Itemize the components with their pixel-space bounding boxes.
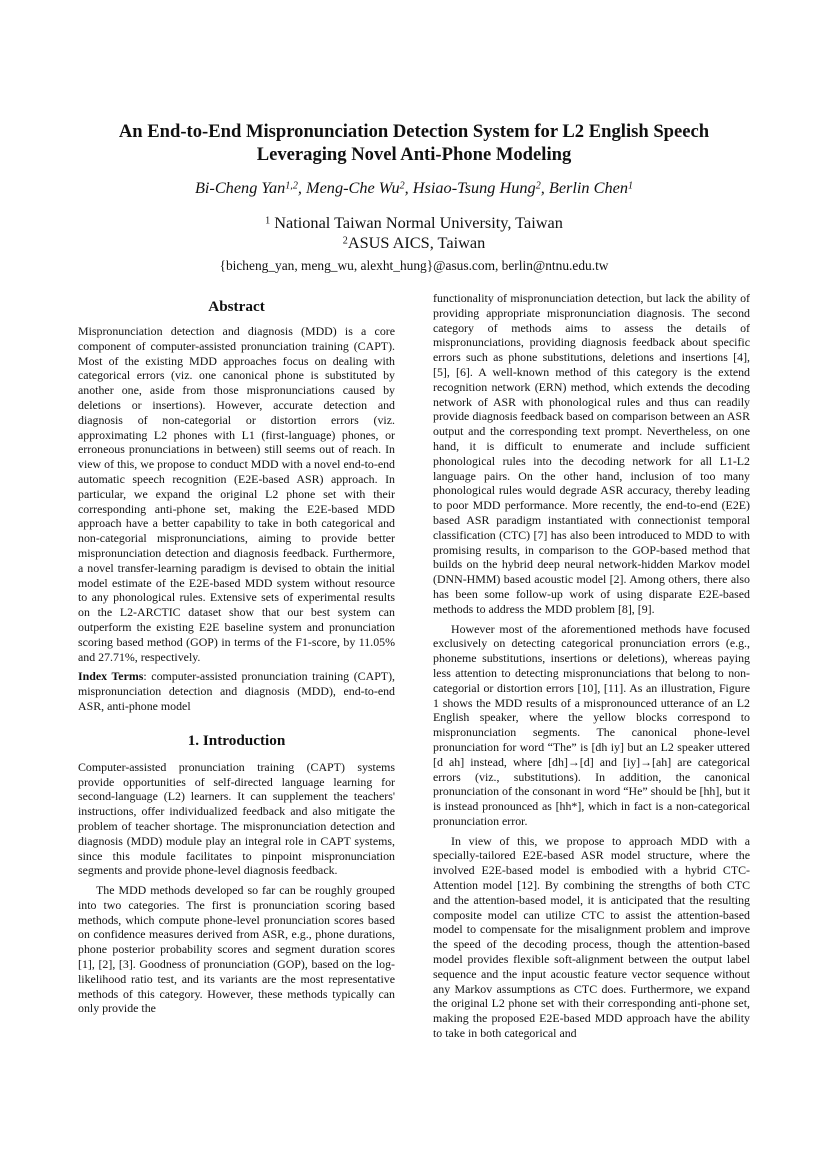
index-terms-label: Index Terms xyxy=(78,669,144,684)
title-line-1: An End-to-End Mispronunciation Detection System for L2 English Speech xyxy=(118,121,710,142)
index-terms-text: : computer-assisted pronunciation training (CAPT), mispronunciation detection and diagnosis (MDD), end-to-end ASR, anti-phone model xyxy=(78,669,396,713)
intro-paragraph-4: In view of this, we propose to approach MDD with a specially-tailored E2E-based ASR model structure, where the involved E2E-based model is embodied with a hybrid CTC-Attention model [12]. By combining the strengths of both CTC and the attention-based model, it is anticipated that the resulting composite model can utilize CTC to assist the attention-based model to compensate for the misalignment problem and improve the speed of the decoding process, though the attention-based model provides flexible soft-alignment between the output label sequence and the input acoustic feature vector sequence without any Markov assumptions as CTC does. Furthermore, we expand the original L2 phone set with their corresponding anti-phone set, making the proposed E2E-based MDD approach have the ability to take in both categorical and xyxy=(433,833,750,1041)
author: Hsiao-Tsung Hung$^2$, xyxy=(412,178,549,197)
paper-title xyxy=(60,120,768,166)
abstract-heading: Abstract xyxy=(208,298,265,315)
author: Meng-Che Wu$^2$, xyxy=(306,178,413,197)
affiliation-1: $^1$ National Taiwan Normal University, Taiwan xyxy=(265,213,563,232)
right-column xyxy=(433,291,750,1041)
author-emails: {bicheng_yan, meng_wu, alexht_hung}@asus.com, berlin@ntnu.edu.tw xyxy=(219,258,609,273)
index-terms xyxy=(78,669,395,713)
author: Berlin Chen$^1$ xyxy=(548,178,634,197)
intro-paragraph-1: Computer-assisted pronunciation training (CAPT) systems provide opportunities of self-directed language learning for second-language (L2) learners. It can supplement the teachers' instructions, offer individualized feedback and also mitigate the problem of teacher shortage. The mispronunciation detection and diagnosis (MDD) module play an integral role in CAPT systems, since this module facilitates to pinpoint mispronunciation segments and provide phone-level diagnosis feedback. xyxy=(78,759,395,878)
intro-paragraph-3: However most of the aforementioned methods have focused exclusively on detecting categorical pronunciation errors (e.g., phoneme substitutions, insertions or deletions), whereas paying less attention to detecting mispronunciations that belong to non-categorial or distortion errors [10], [11]. As an illustration, Figure 1 shows the MDD results of a mispronounced utterance of an L2 English speaker, where the yellow blocks correspond to mispronunciation segments. The canonical phone-level pronunciation for word “The” is [dh iy] but an L2 speaker uttered [d ah] instead, where [dh]→[d] and [iy]→[ah] are categorical errors (viz., substitutions). In addition, the canonical pronunciation of the consonant in word “He” should be [hh], but it is instead pronounced as [hh*], which in fact is a non-categorical pronunciation error. xyxy=(433,621,751,828)
intro-paragraph-2-continued: functionality of mispronunciation detection, but lack the ability of providing appropriate mispronunciation diagnosis. The second category of methods aims to assess the details of mispronunciations, providing diagnosis feedback about specific errors such as phone substitutions, deletions and insertions [4], [5], [6]. A well-known method of this category is the extend recognition network (ERN) method, which extends the decoding network of ASR with phonological rules and thus can readily provide diagnosis feedback based on comparison between an ASR output and the corresponding text prompt. Nevertheless, on one hand, it is difficult to enumerate and include sufficient phonological rules into the decoding network for all L1-L2 language pairs. On the other hand, inclusion of too many phonological rules would degrade ASR accuracy, thereby leading to poor MDD performance. More recently, the end-to-end (E2E) based ASR paradigm instantiated with connectionist temporal classification (CTC) [7] has also been introduced to MDD to with promising results, in comparison to the GOP-based method that builds on the hybrid deep neural network-hidden Markov model (DNN-HMM) based acoustic model [2]. Among others, there also has been some follow-up work of using disparate E2E-based methods to address the MDD problem [8], [9]. xyxy=(433,291,750,616)
introduction-heading: 1. Introduction xyxy=(187,731,286,749)
intro-paragraph-2: The MDD methods developed so far can be roughly grouped into two categories. The first is pronunciation scoring based methods, which compute phone-level pronunciation scores based on confidence measures derived from ASR, e.g., phone durations, phone posterior probability scores and segment duration scores [1], [2], [3]. Goodness of pronunciation (GOP), based on the log-likelihood ratio test, and its variants are the most representative methods of this category. However, these methods typically can only provide the xyxy=(78,883,395,1016)
author: Bi-Cheng Yan$^{1,2}$, xyxy=(194,178,307,197)
abstract-text: Mispronunciation detection and diagnosis (MDD) is a core component of computer-assisted pronunciation training (CAPT). Most of the existing MDD approaches focus on dealing with categorical errors (viz. one canonical phone is substituted by another one, aside from those mispronunciations caused by deletions or insertions). However, accurate detection and diagnosis of non-categorial or distortion errors (viz. approximating L2 phones with L1 (first-language) phones, or erroneous pronunciations in between) still seems out of reach. In view of this, we propose to conduct MDD with a novel end-to-end automatic speech recognition (E2E-based ASR) approach. In particular, we expand the original L2 phone set with their corresponding anti-phone set, making the E2E-based MDD approach have a better capability to take in both categorical and non-categorial mispronunciations, aiming to provide better mispronunciation detection and diagnosis feedback. Furthermore, a novel transfer-learning paradigm is devised to obtain the initial model estimate of the E2E-based MDD system without resource to any phonological rules. Extensive sets of experimental results on the L2-ARCTIC dataset show that our best system can outperform the existing E2E baseline system and pronunciation scoring based method (GOP) in terms of the F1-score, by 11.05% and 27.71%, respectively. xyxy=(78,324,395,664)
left-column xyxy=(78,292,395,1016)
affiliation-2: $^2$ASUS AICS, Taiwan xyxy=(342,233,486,252)
author-list xyxy=(60,177,768,199)
title-line-2: Leveraging Novel Anti-Phone Modeling xyxy=(256,144,572,165)
